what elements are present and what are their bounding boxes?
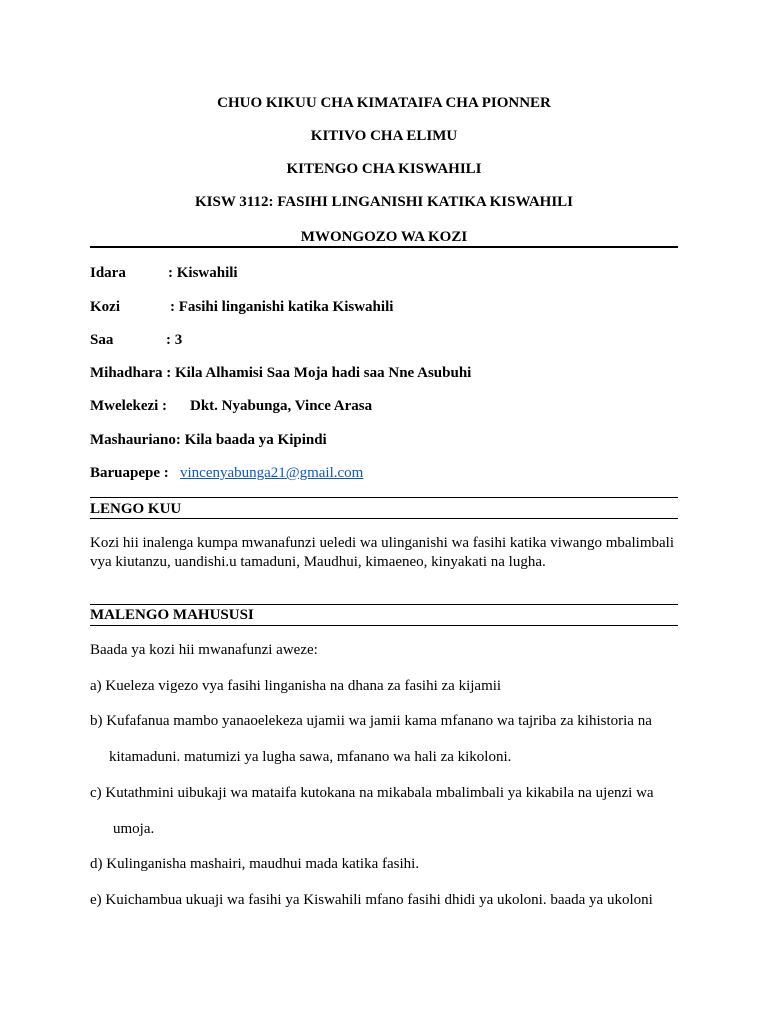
malengo-top-rule [90,604,678,605]
idara-value: : Kiswahili [168,265,238,281]
objective-e: e) Kuichambua ukuaji wa fasihi ya Kiswahili mfano fasihi dhidi ya ukoloni. baada ya ukoloni [90,892,653,908]
mwelekezi-label: Mwelekezi : [90,398,168,414]
objective-a: a) Kueleza vigezo vya fasihi linganisha na dhana za fasihi za kijamii [90,678,502,694]
info-saa [90,331,182,349]
objective-d: d) Kulinganisha mashairi, maudhui mada katika fasihi. [90,856,420,872]
email-link[interactable]: vincenyabunga21@gmail.com [180,465,364,481]
lengo-bottom-rule [90,518,678,519]
info-baruapepe [90,464,363,482]
info-mashauriano: Mashauriano: Kila baada ya Kipindi [90,432,327,448]
objective-c-line2: umoja. [113,821,155,837]
info-mihadhara: Mihadhara : Kila Alhamisi Saa Moja hadi saa Nne Asubuhi [90,365,472,381]
mwelekezi-value: Dkt. Nyabunga, Vince Arasa [190,398,373,414]
objective-b-line1: b) Kufafanua mambo yanaoelekeza ujamii wa jamii kama mfanano wa tajriba za kihistoria na [90,713,652,729]
kozi-value: : Fasihi linganishi katika Kiswahili [170,299,394,315]
info-mwelekezi [90,397,372,415]
baruapepe-label: Baruapepe : [90,465,169,481]
university-name: CHUO KIKUU CHA KIMATAIFA CHA PIONNER [217,95,551,111]
malengo-intro: Baada ya kozi hii mwanafunzi aweze: [90,642,318,658]
malengo-heading: MALENGO MAHUSUSI [90,607,254,623]
faculty-name: KITIVO CHA ELIMU [310,128,458,144]
saa-value: : 3 [166,332,183,348]
idara-label: Idara [90,265,126,281]
info-kozi [90,298,393,316]
objective-b-line2: kitamaduni. matumizi ya lugha sawa, mfanano wa hali za kikoloni. [109,749,512,765]
lengo-kuu-text: Kozi hii inalenga kumpa mwanafunzi ueledi wa ulinganishi wa fasihi katika viwango mbalimbali vya kiutanzu, uandishi.u tamaduni, Maudhui, kimaeneo, kinyakati na lugha. [90,535,675,570]
saa-label: Saa [90,332,114,348]
department-name: KITENGO CHA KISWAHILI [286,161,482,177]
document-title: MWONGOZO WA KOZI [300,229,468,245]
kozi-label: Kozi [90,299,120,315]
objective-c-line1: c) Kutathmini uibukaji wa mataifa kutokana na mikabala mbalimbali ya kikabila na ujenzi wa [90,785,654,801]
malengo-bottom-rule [90,625,678,626]
course-title: KISW 3112: FASIHI LINGANISHI KATIKA KISWAHILI [194,194,574,210]
lengo-kuu-heading: LENGO KUU [90,501,182,517]
info-idara [90,264,238,282]
lengo-top-rule [90,497,678,498]
title-divider [90,246,678,248]
